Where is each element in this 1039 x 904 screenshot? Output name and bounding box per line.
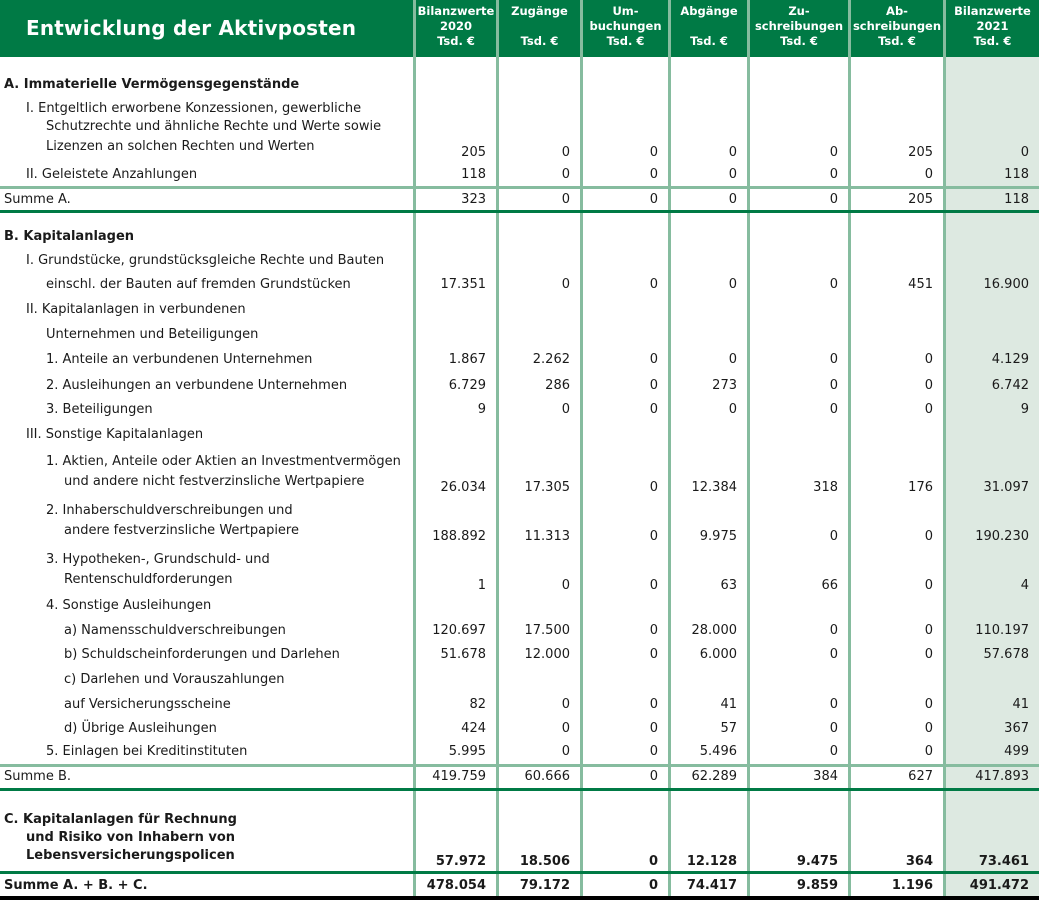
row-label: und Risiko von Inhabern von: [26, 830, 236, 845]
cell-abschreibungen: 1.196: [891, 878, 933, 893]
cell-umbuchungen: 0: [649, 529, 658, 544]
cell-abschreibungen: 0: [924, 402, 933, 417]
cell-bilanzwerte-2020: 478.054: [426, 878, 486, 893]
cell-bilanzwerte-2021: 367: [1004, 721, 1029, 736]
cell-abschreibungen: 205: [908, 145, 933, 160]
cell-umbuchungen: 0: [649, 697, 658, 712]
cell-bilanzwerte-2020: 9: [477, 402, 486, 417]
column-header-line: Bilanzwerte: [417, 4, 495, 18]
cell-abgaenge: 12.384: [691, 480, 737, 495]
cell-abgaenge: 0: [728, 145, 737, 160]
cell-umbuchungen: 0: [649, 578, 658, 593]
cell-abgaenge: 0: [728, 167, 737, 182]
cell-abschreibungen: 0: [924, 647, 933, 662]
cell-bilanzwerte-2021: 0: [1020, 145, 1029, 160]
row-label: 2. Inhaberschuldverschreibungen und: [46, 503, 293, 518]
cell-abgaenge: 0: [728, 277, 737, 292]
cell-zuschreibungen: 9.475: [796, 854, 838, 869]
row-label: auf Versicherungsscheine: [64, 697, 231, 712]
cell-zugaenge: 12.000: [524, 647, 570, 662]
column-header-line: Um-: [612, 4, 639, 18]
cell-abgaenge: 28.000: [691, 623, 737, 638]
cell-bilanzwerte-2020: 118: [461, 167, 486, 182]
cell-zuschreibungen: 0: [829, 145, 838, 160]
cell-abgaenge: 6.000: [699, 647, 737, 662]
column-header-line: buchungen: [589, 19, 662, 33]
cell-zuschreibungen: 0: [829, 402, 838, 417]
column-header-line: schreibungen: [852, 19, 942, 33]
cell-zuschreibungen: 0: [829, 192, 838, 207]
row-label: 5. Einlagen bei Kreditinstituten: [46, 744, 248, 759]
column-header-line: Tsd. €: [437, 34, 475, 48]
cell-abschreibungen: 0: [924, 378, 933, 393]
column-header-line: Zu-: [788, 4, 810, 18]
row-label: C. Kapitalanlagen für Rechnung: [4, 812, 237, 827]
cell-bilanzwerte-2021: 417.893: [975, 769, 1029, 784]
cell-zugaenge: 18.506: [519, 854, 570, 869]
cell-umbuchungen: 0: [649, 623, 658, 638]
cell-umbuchungen: 0: [649, 277, 658, 292]
cell-abgaenge: 74.417: [686, 878, 737, 893]
row-label: Summe B.: [4, 769, 71, 784]
cell-umbuchungen: 0: [649, 744, 658, 759]
cell-zugaenge: 2.262: [532, 352, 570, 367]
row-label: II. Geleistete Anzahlungen: [26, 167, 198, 182]
table-bottom-rule: [0, 896, 1039, 900]
cell-zugaenge: 79.172: [519, 878, 570, 893]
cell-abschreibungen: 364: [905, 854, 933, 869]
row-label: Unternehmen und Beteiligungen: [46, 327, 259, 342]
cell-abgaenge: 63: [720, 578, 737, 593]
row-divider-light: [0, 186, 1039, 189]
cell-abschreibungen: 0: [924, 721, 933, 736]
cell-bilanzwerte-2021: 118: [1004, 192, 1029, 207]
cell-abgaenge: 0: [728, 192, 737, 207]
column-header-line: schreibungen: [754, 19, 844, 33]
row-label: a) Namensschuldverschreibungen: [64, 623, 286, 638]
cell-abschreibungen: 0: [924, 167, 933, 182]
row-label: A. Immaterielle Vermögensgegenstände: [4, 77, 300, 92]
column-header-zuschreibungen: [750, 4, 848, 56]
cell-bilanzwerte-2020: 424: [461, 721, 486, 736]
cell-abschreibungen: 0: [924, 744, 933, 759]
cell-umbuchungen: 0: [649, 721, 658, 736]
row-divider-light: [0, 764, 1039, 767]
cell-abgaenge: 12.128: [686, 854, 737, 869]
section-divider: [0, 788, 1039, 791]
cell-zugaenge: 60.666: [524, 769, 570, 784]
column-header-line: Bilanzwerte: [954, 4, 1031, 18]
cell-zuschreibungen: 318: [813, 480, 838, 495]
column-header-line: Tsd. €: [780, 34, 818, 48]
cell-umbuchungen: 0: [649, 167, 658, 182]
cell-umbuchungen: 0: [649, 378, 658, 393]
column-header-line: Tsd. €: [520, 34, 559, 48]
cell-zuschreibungen: 0: [829, 647, 838, 662]
row-label: c) Darlehen und Vorauszahlungen: [64, 672, 285, 687]
cell-zuschreibungen: 0: [829, 277, 838, 292]
cell-bilanzwerte-2021: 31.097: [983, 480, 1029, 495]
cell-zuschreibungen: 0: [829, 529, 838, 544]
row-label: andere festverzinsliche Wertpapiere: [64, 523, 299, 538]
cell-zuschreibungen: 66: [821, 578, 838, 593]
cell-zugaenge: 0: [561, 145, 570, 160]
cell-bilanzwerte-2021: 41: [1012, 697, 1029, 712]
cell-abschreibungen: 176: [908, 480, 933, 495]
cell-bilanzwerte-2020: 6.729: [448, 378, 486, 393]
cell-abgaenge: 5.496: [699, 744, 737, 759]
cell-abschreibungen: 451: [908, 277, 933, 292]
cell-zugaenge: 0: [561, 578, 570, 593]
row-label: 3. Beteiligungen: [46, 402, 153, 417]
cell-abschreibungen: 0: [924, 529, 933, 544]
cell-umbuchungen: 0: [649, 480, 658, 495]
cell-abgaenge: 273: [712, 378, 737, 393]
cell-zugaenge: 0: [561, 697, 570, 712]
cell-zuschreibungen: 0: [829, 167, 838, 182]
cell-bilanzwerte-2021: 57.678: [983, 647, 1029, 662]
cell-bilanzwerte-2021: 4: [1020, 578, 1029, 593]
cell-bilanzwerte-2021: 499: [1004, 744, 1029, 759]
cell-bilanzwerte-2021: 491.472: [969, 878, 1029, 893]
cell-bilanzwerte-2021: 73.461: [978, 854, 1029, 869]
row-label: Schutzrechte und ähnliche Rechte und Werte sowie: [46, 119, 382, 134]
column-header-line: Tsd. €: [606, 34, 645, 48]
cell-abschreibungen: 0: [924, 623, 933, 638]
column-header-bilanzwerte-2020: [416, 4, 496, 56]
row-label: Lebensversicherungspolicen: [26, 848, 235, 863]
row-label: II. Kapitalanlagen in verbundenen: [26, 302, 246, 317]
row-label: b) Schuldscheinforderungen und Darlehen: [64, 647, 340, 662]
cell-abschreibungen: 0: [924, 578, 933, 593]
cell-umbuchungen: 0: [649, 192, 658, 207]
row-label: I. Grundstücke, grundstücksgleiche Rechte und Bauten: [26, 253, 385, 268]
column-header-umbuchungen: [583, 4, 668, 56]
cell-abgaenge: 41: [720, 697, 737, 712]
cell-bilanzwerte-2021: 16.900: [983, 277, 1029, 292]
row-label: Lizenzen an solchen Rechten und Werten: [46, 139, 315, 154]
cell-zugaenge: 17.500: [524, 623, 570, 638]
cell-zuschreibungen: 384: [813, 769, 838, 784]
cell-zuschreibungen: 0: [829, 378, 838, 393]
row-label: Rentenschuldforderungen: [64, 572, 233, 587]
section-divider: [0, 871, 1039, 874]
cell-abschreibungen: 0: [924, 697, 933, 712]
row-label: B. Kapitalanlagen: [4, 229, 135, 244]
cell-zugaenge: 286: [545, 378, 570, 393]
cell-zugaenge: 0: [561, 744, 570, 759]
cell-zugaenge: 0: [561, 192, 570, 207]
cell-bilanzwerte-2021: 110.197: [975, 623, 1029, 638]
cell-bilanzwerte-2020: 51.678: [440, 647, 486, 662]
column-header-line: Zugänge: [511, 4, 568, 18]
cell-bilanzwerte-2020: 205: [461, 145, 486, 160]
cell-bilanzwerte-2020: 5.995: [448, 744, 486, 759]
cell-abgaenge: 0: [728, 402, 737, 417]
column-header-line: Tsd. €: [690, 34, 728, 48]
row-label: und andere nicht festverzinsliche Wertpapiere: [64, 474, 365, 489]
column-header-abgaenge: [671, 4, 747, 56]
column-header-line: [499, 19, 580, 34]
cell-umbuchungen: 0: [649, 402, 658, 417]
cell-bilanzwerte-2021: 118: [1004, 167, 1029, 182]
column-header-abschreibungen: [851, 4, 943, 56]
cell-abschreibungen: 0: [924, 352, 933, 367]
row-label: 3. Hypotheken-, Grundschuld- und: [46, 552, 270, 567]
cell-bilanzwerte-2020: 188.892: [432, 529, 486, 544]
cell-umbuchungen: 0: [649, 647, 658, 662]
cell-abgaenge: 9.975: [699, 529, 737, 544]
cell-bilanzwerte-2020: 419.759: [432, 769, 486, 784]
row-label: 2. Ausleihungen an verbundene Unternehmen: [46, 378, 348, 393]
cell-bilanzwerte-2020: 82: [469, 697, 486, 712]
cell-abschreibungen: 205: [908, 192, 933, 207]
row-label: 1. Anteile an verbundenen Unternehmen: [46, 352, 313, 367]
cell-zuschreibungen: 9.859: [796, 878, 838, 893]
cell-bilanzwerte-2020: 323: [461, 192, 486, 207]
column-header-line: Ab-: [886, 4, 908, 18]
row-label: einschl. der Bauten auf fremden Grundstücken: [46, 277, 351, 292]
row-label: III. Sonstige Kapitalanlagen: [26, 427, 204, 442]
column-header-line: 2021: [976, 19, 1009, 33]
cell-abgaenge: 0: [728, 352, 737, 367]
cell-zuschreibungen: 0: [829, 697, 838, 712]
column-header-zugaenge: [499, 4, 580, 56]
cell-zuschreibungen: 0: [829, 623, 838, 638]
cell-zuschreibungen: 0: [829, 744, 838, 759]
cell-zuschreibungen: 0: [829, 721, 838, 736]
cell-abschreibungen: 627: [908, 769, 933, 784]
cell-umbuchungen: 0: [649, 145, 658, 160]
row-label: 4. Sonstige Ausleihungen: [46, 598, 212, 613]
section-divider: [0, 210, 1039, 213]
cell-bilanzwerte-2021: 4.129: [991, 352, 1029, 367]
cell-zugaenge: 0: [561, 402, 570, 417]
row-label: 1. Aktien, Anteile oder Aktien an Investmentvermögen: [46, 454, 401, 469]
cell-bilanzwerte-2021: 9: [1020, 402, 1029, 417]
cell-bilanzwerte-2021: 6.742: [991, 378, 1029, 393]
column-header-line: Tsd. €: [973, 34, 1012, 48]
row-label: Summe A. + B. + C.: [4, 878, 148, 893]
cell-abgaenge: 57: [720, 721, 737, 736]
cell-umbuchungen: 0: [648, 878, 658, 893]
cell-bilanzwerte-2021: 190.230: [975, 529, 1029, 544]
column-header-bilanzwerte-2021: [946, 4, 1039, 56]
column-header-line: Tsd. €: [878, 34, 916, 48]
cell-bilanzwerte-2020: 57.972: [435, 854, 486, 869]
cell-bilanzwerte-2020: 1: [477, 578, 486, 593]
cell-bilanzwerte-2020: 1.867: [448, 352, 486, 367]
cell-zugaenge: 11.313: [524, 529, 570, 544]
row-label: d) Übrige Ausleihungen: [64, 721, 217, 736]
cell-bilanzwerte-2020: 26.034: [440, 480, 486, 495]
page-title: Entwicklung der Aktivposten: [26, 16, 357, 40]
cell-zugaenge: 0: [561, 167, 570, 182]
cell-umbuchungen: 0: [648, 854, 658, 869]
cell-zugaenge: 0: [561, 277, 570, 292]
column-header-line: Abgänge: [680, 4, 738, 18]
column-header-line: [671, 19, 747, 34]
row-label: I. Entgeltlich erworbene Konzessionen, gewerbliche: [26, 101, 362, 116]
cell-bilanzwerte-2020: 17.351: [440, 277, 486, 292]
cell-zuschreibungen: 0: [829, 352, 838, 367]
cell-bilanzwerte-2020: 120.697: [432, 623, 486, 638]
cell-umbuchungen: 0: [649, 769, 658, 784]
cell-umbuchungen: 0: [649, 352, 658, 367]
cell-zugaenge: 0: [561, 721, 570, 736]
cell-abgaenge: 62.289: [691, 769, 737, 784]
cell-zugaenge: 17.305: [524, 480, 570, 495]
column-header-line: 2020: [439, 19, 472, 33]
row-label: Summe A.: [4, 192, 71, 207]
